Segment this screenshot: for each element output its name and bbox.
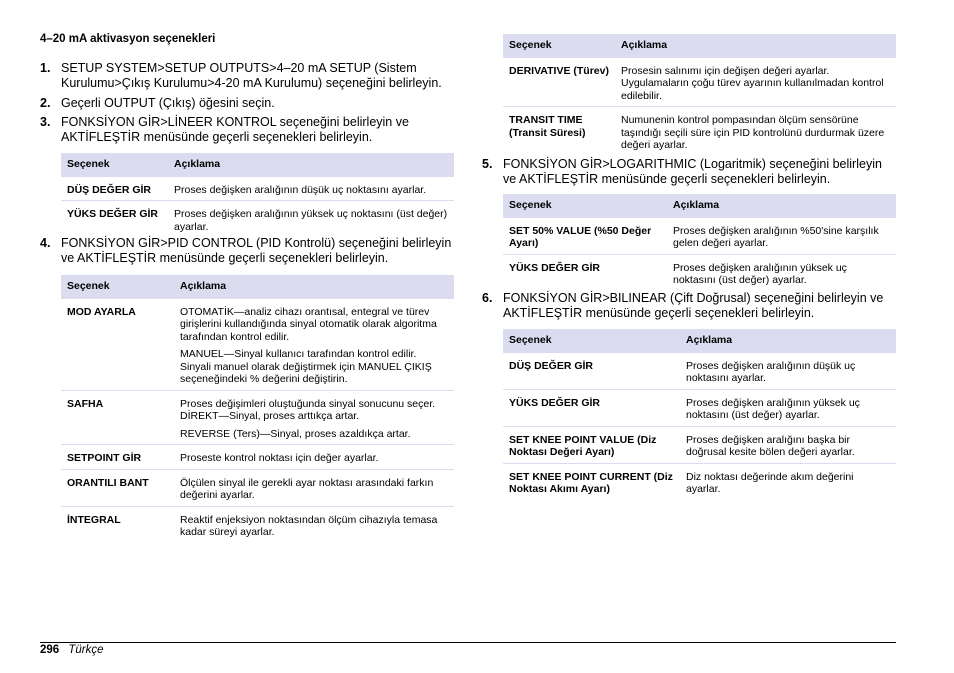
step-4 bbox=[40, 236, 454, 266]
option-description bbox=[168, 201, 454, 238]
option-name: SET KNEE POINT CURRENT (Diz Noktası Akımı Ayarı) bbox=[503, 463, 680, 500]
header-description: Açıklama bbox=[168, 153, 454, 177]
option-name: DÜŞ DEĞER GİR bbox=[509, 359, 594, 372]
description-paragraph: Proses değişken aralığının düşük uç noktasını ayarlar. bbox=[686, 359, 856, 384]
option-name: SAFHA bbox=[61, 390, 174, 445]
description-paragraph: OTOMATİK—analiz cihazı orantısal, entegral ve türev girişlerini kullandığında sinyal otomatik olarak algoritma tarafından kontrol edilir. bbox=[180, 305, 437, 343]
header-option: Seçenek bbox=[503, 34, 615, 58]
step-number: 2. bbox=[40, 96, 51, 110]
description-paragraph: Proses değişken aralığını başka bir doğrusal kesite bölen değeri ayarlar. bbox=[686, 433, 855, 458]
step-number: 6. bbox=[482, 291, 493, 305]
description-paragraph: Ölçülen sinyal ile gerekli ayar noktası arasındaki farkın değerini ayarlar. bbox=[180, 476, 434, 501]
option-description bbox=[667, 254, 896, 291]
table-row bbox=[61, 390, 454, 445]
option-description bbox=[680, 463, 896, 500]
option-name: YÜKS DEĞER GİR bbox=[61, 201, 168, 238]
table-row bbox=[503, 107, 896, 156]
page-number: 296 bbox=[40, 644, 60, 656]
option-description bbox=[174, 506, 454, 543]
step-text: SETUP SYSTEM>SETUP OUTPUTS>4–20 mA SETUP (Sistem Kurulumu>Çıkış Kurulumu>4-20 mA Kurulumu) seçeneğini belirleyin. bbox=[61, 61, 442, 90]
step-3 bbox=[40, 115, 454, 145]
description-paragraph: Proses değişken aralığının yüksek uç noktasını (üst değer) ayarlar. bbox=[686, 396, 860, 421]
step-number: 1. bbox=[40, 61, 51, 75]
table-row bbox=[503, 463, 896, 500]
description-paragraph: Proses değişken aralığının düşük uç noktasını ayarlar. bbox=[174, 183, 427, 196]
logarithmic-options-table bbox=[503, 194, 896, 291]
header-option: Seçenek bbox=[61, 275, 174, 299]
table-row bbox=[61, 177, 454, 201]
step-6 bbox=[482, 291, 896, 321]
option-description bbox=[174, 299, 454, 391]
option-description bbox=[667, 218, 896, 255]
header-option: Seçenek bbox=[503, 194, 667, 218]
header-description: Açıklama bbox=[615, 34, 896, 58]
description-paragraph: MANUEL—Sinyal kullanıcı tarafından kontrol edilir. Sinyali manuel olarak değiştirmek için MANUEL ÇIKIŞ seçeneğindeki % değerini değiştirin. bbox=[180, 348, 432, 385]
option-description bbox=[168, 177, 454, 201]
table-header-row bbox=[503, 194, 896, 218]
option-name: DÜŞ DEĞER GİR bbox=[67, 183, 152, 196]
table-row bbox=[503, 389, 896, 426]
header-description: Açıklama bbox=[680, 329, 896, 353]
description-paragraph: Prosesin salınımı için değişen değeri ayarlar. Uygulamaların çoğu türev ayarının kullanılmadan kontrol edilebilir. bbox=[621, 64, 884, 102]
table-row bbox=[503, 426, 896, 463]
table-row bbox=[61, 445, 454, 470]
table-header-row bbox=[61, 153, 454, 177]
step-text: FONKSİYON GİR>PID CONTROL (PID Kontrolü) seçeneğini belirleyin ve AKTİFLEŞTİR menüsünde geçerli seçenekleri belirleyin. bbox=[61, 236, 452, 265]
bilinear-options-table bbox=[503, 329, 896, 500]
pid-options-table-continued bbox=[503, 34, 896, 156]
option-description bbox=[615, 107, 896, 156]
table-header-row bbox=[503, 34, 896, 58]
description-paragraph: Reaktif enjeksiyon noktasından ölçüm cihazıyla temasa kadar süreyi ayarlar. bbox=[180, 513, 438, 538]
table-row bbox=[61, 299, 454, 391]
option-description bbox=[174, 445, 454, 470]
table-row bbox=[61, 201, 454, 238]
table-header-row bbox=[61, 275, 454, 299]
option-name: TRANSIT TIME (Transit Süresi) bbox=[503, 107, 615, 156]
option-description bbox=[680, 353, 896, 390]
step-number: 3. bbox=[40, 115, 51, 129]
option-description bbox=[680, 426, 896, 463]
step-1 bbox=[40, 61, 454, 91]
page-footer bbox=[40, 644, 104, 656]
footer-language: Türkçe bbox=[68, 644, 104, 656]
option-name: ORANTILI BANT bbox=[61, 469, 174, 506]
table-header-row bbox=[503, 329, 896, 353]
linear-options-table bbox=[61, 153, 454, 237]
option-description bbox=[680, 389, 896, 426]
description-paragraph: Proseste kontrol noktası için değer ayarlar. bbox=[180, 452, 379, 464]
header-option: Seçenek bbox=[503, 329, 680, 353]
step-text: Geçerli OUTPUT (Çıkış) öğesini seçin. bbox=[61, 96, 275, 110]
description-paragraph: Proses değişimleri oluştuğunda sinyal sonucunu seçer. DİREKT—Sinyal, proses arttıkça artar. bbox=[180, 397, 436, 422]
option-name: İNTEGRAL bbox=[61, 506, 174, 543]
table-row bbox=[503, 353, 896, 390]
table-row bbox=[503, 58, 896, 107]
pid-options-table bbox=[61, 275, 454, 543]
table-row bbox=[61, 506, 454, 543]
header-description: Açıklama bbox=[174, 275, 454, 299]
option-description bbox=[174, 469, 454, 506]
description-paragraph: Diz noktası değerinde akım değerini ayarlar. bbox=[686, 470, 854, 495]
option-name: SET 50% VALUE (%50 Değer Ayarı) bbox=[509, 224, 652, 249]
table-row bbox=[503, 218, 896, 255]
description-paragraph: REVERSE (Ters)—Sinyal, proses azaldıkça artar. bbox=[180, 427, 411, 440]
step-number: 5. bbox=[482, 157, 493, 171]
section-heading: 4–20 mA aktivasyon seçenekleri bbox=[40, 33, 216, 45]
option-name: SET KNEE POINT VALUE (Diz Noktası Değeri Ayarı) bbox=[503, 426, 680, 463]
table-row bbox=[61, 469, 454, 506]
step-number: 4. bbox=[40, 236, 51, 250]
step-text: FONKSİYON GİR>LOGARITHMIC (Logaritmik) seçeneğini belirleyin ve AKTİFLEŞTİR menüsünde geçerli seçenekleri belirleyin. bbox=[503, 157, 882, 186]
step-text: FONKSİYON GİR>LİNEER KONTROL seçeneğini belirleyin ve AKTİFLEŞTİR menüsünde geçerli seçenekleri belirleyin. bbox=[61, 115, 409, 144]
option-name: SETPOINT GİR bbox=[61, 445, 174, 470]
description-paragraph: Proses değişken aralığının yüksek uç noktasını (üst değer) ayarlar. bbox=[174, 208, 448, 233]
header-option: Seçenek bbox=[61, 153, 168, 177]
table-row bbox=[503, 254, 896, 291]
header-description: Açıklama bbox=[667, 194, 896, 218]
step-2 bbox=[40, 96, 454, 111]
option-description bbox=[174, 390, 454, 445]
description-paragraph: Proses değişken aralığının %50'sine karşılık gelen değeri ayarlar. bbox=[673, 224, 879, 249]
description-paragraph: Proses değişken aralığının yüksek uç noktasını (üst değer) ayarlar. bbox=[673, 261, 847, 286]
option-name: YÜKS DEĞER GİR bbox=[503, 389, 680, 426]
option-name: MOD AYARLA bbox=[67, 305, 136, 318]
footer-divider bbox=[40, 642, 896, 643]
description-paragraph: Numunenin kontrol pompasından ölçüm sensörüne taşındığı seçili süre için PID kontrolünü durdurmak üzere değeri ayarlar. bbox=[621, 114, 885, 151]
step-5 bbox=[482, 157, 896, 187]
option-name: YÜKS DEĞER GİR bbox=[503, 254, 667, 291]
option-description bbox=[615, 58, 896, 107]
option-name: DERIVATIVE (Türev) bbox=[509, 64, 609, 77]
step-text: FONKSİYON GİR>BILINEAR (Çift Doğrusal) seçeneğini belirleyin ve AKTİFLEŞTİR menüsünde geçerli seçenekleri belirleyin. bbox=[503, 291, 884, 320]
